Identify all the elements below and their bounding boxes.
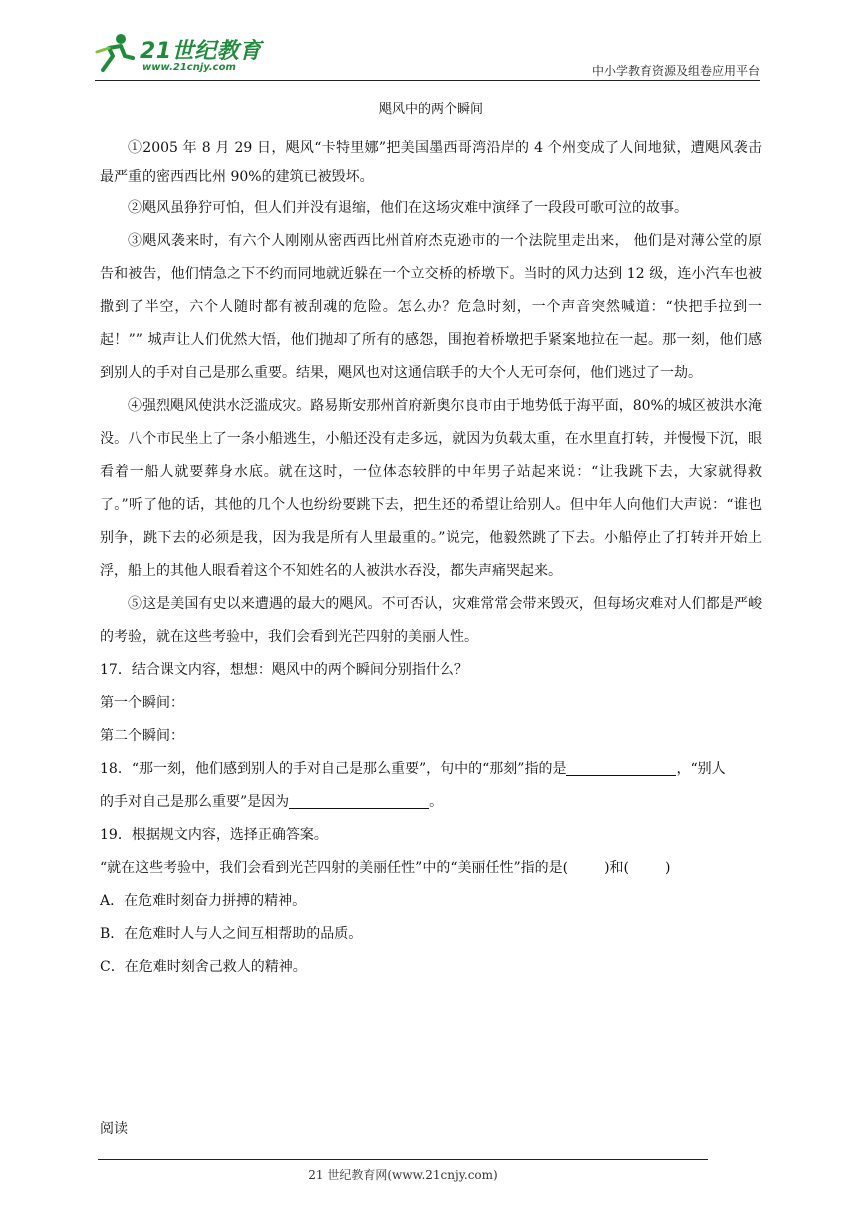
- document-body: [100, 100, 762, 984]
- question-19-stem-c: ): [665, 860, 671, 876]
- paragraph-3: ③飓风袭来时，有六个人刚刚从密西西比州首府杰克逊市的一个法院里走出来， 他们是对薄公堂的原告和被告，他们情急之下不约而同地就近躲在一个立交桥的桥墩下。当时的风力达到 12 级，连小汽车也被撒到了半空，六个人随时都有被刮魂的危险。怎么办？危急时刻，一个声音突然喊道：“快把手拉到一起！”” 城声让人们优然大悟，他们抛却了所有的感怨，围抱着桥墩把手紧案地拉在一起。那一刻，他们感到别人的手对自己是那么重要。结果，飓风也对这通信联手的大个人无可奈何，他们逃过了一劫。: [100, 233, 762, 381]
- platform-name: 中小学教育资源及组卷应用平台: [591, 64, 760, 78]
- question-18-text-d: 。: [429, 794, 444, 810]
- header-divider: [95, 80, 760, 81]
- paragraph-1: ①2005 年 8 月 29 日，飓风“卡特里娜”把美国墨西哥湾沿岸的 4 个州变成了人间地狱，遭飓风袭击最严重的密西西比州 90%的建筑已被毁坏。: [100, 140, 762, 185]
- option-b: B．在危难时人与人之间互相帮助的品质。: [100, 926, 363, 942]
- brand-url: www.21cnjy.com: [142, 62, 236, 73]
- page-footer: 21 世纪教育网(www.21cnjy.com): [308, 1168, 498, 1182]
- option-c: C．在危难时刻舍己救人的精神。: [100, 959, 307, 975]
- article-title: 飓风中的两个瞬间: [378, 102, 483, 117]
- question-17: 17．结合课文内容，想想：飓风中的两个瞬间分别指什么？: [100, 662, 468, 678]
- read-label: 阅读: [100, 1121, 128, 1137]
- question-18-text-a: 18．“那一刻，他们感到别人的手对自己是那么重要”，句中的“那刻”指的是: [100, 761, 567, 777]
- footer-divider: [98, 1159, 708, 1160]
- question-17-second-moment: 第二个瞬间：: [100, 728, 184, 744]
- paragraph-4: ④强烈飓风使洪水泛滥成灾。路易斯安那州首府新奥尔良市由于地势低于海平面，80%的城区被洪水淹没。八个市民坐上了一条小船逃生，小船还没有走多远，就因为负载太重，在水里直打转，并慢慢下沉，眼看着一船人就要葬身水底。就在这时，一位体态较胖的中年男子站起来说：“让我跳下去，大家就得救了。”听了他的话，其他的几个人也纷纷要跳下去，把生还的希望让给别人。但中年人向他们大声说：“谁也别争，跳下去的必须是我，因为我是所有人里最重的。”说完，他毅然跳了下去。小船停止了打转并开始上浮，船上的其他人眼看着这个不知姓名的人被洪水吞没，都失声痛哭起来。: [100, 398, 762, 579]
- paragraph-2: ②飓风虽狰狞可怕，但人们并没有退缩，他们在这场灾难中演绎了一段段可歌可泣的故事。: [128, 200, 688, 216]
- question-17-first-moment: 第一个瞬间：: [100, 695, 184, 711]
- question-19-stem: [100, 852, 762, 885]
- question-18-text-b: ，“别人: [676, 761, 726, 777]
- question-19: 19．根据规文内容，选择正确答案。: [100, 827, 328, 843]
- runner-logo-icon: [95, 32, 135, 72]
- question-19-stem-b: )和(: [604, 860, 630, 876]
- answer-blank[interactable]: [566, 760, 676, 776]
- logo: [95, 30, 265, 76]
- answer-blank[interactable]: [289, 793, 429, 809]
- question-19-stem-a: “就在这些考验中，我们会看到光芒四射的美丽任性”中的“美丽任性”指的是(: [100, 860, 569, 876]
- brand-name: 21世纪教育: [140, 39, 262, 64]
- question-18-text-c: 的手对自己是那么重要”是因为: [100, 794, 290, 810]
- page-header: [95, 30, 760, 80]
- paragraph-5: ⑤这是美国有史以来遭遇的最大的飓风。不可否认，灾难常常会带来毁灭，但每场灾难对人们都是严峻的考验，就在这些考验中，我们会看到光芒四射的美丽人性。: [100, 596, 762, 645]
- question-18: [100, 753, 762, 819]
- option-a: A．在危难时刻奋力拼搏的精神。: [100, 893, 307, 909]
